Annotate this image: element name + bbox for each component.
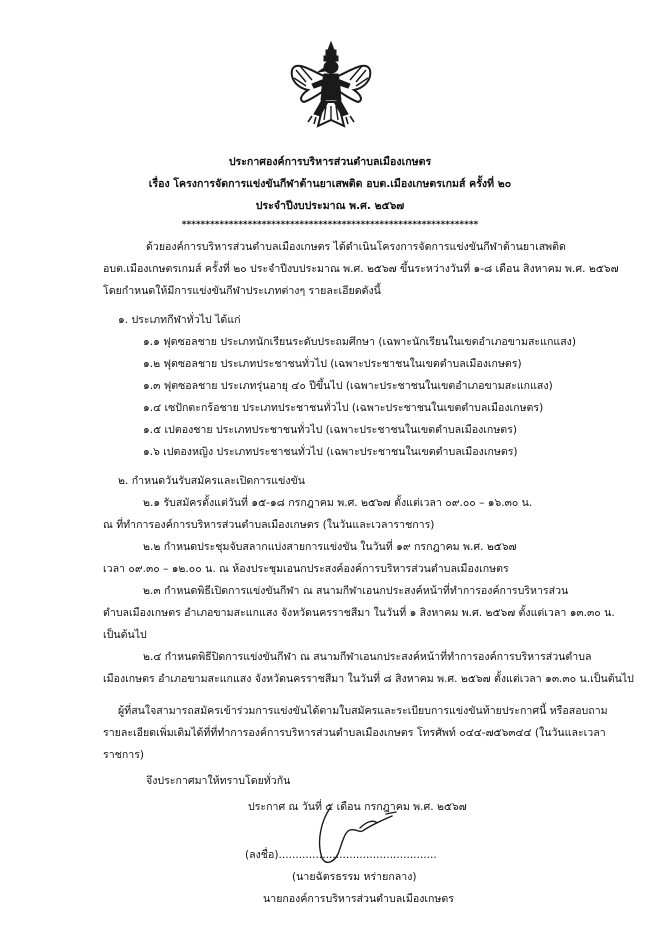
list-item: ๑.๒ ฟุตซอลชาย ประเภทประชาชนทั่วไป (เฉพาะประชาชนในเขตตำบลเมืองเกษตร) <box>143 358 522 370</box>
signer-name: (นายฉัตรธรรม หร่ายกลาง) <box>292 871 417 883</box>
announce-line: จึงประกาศมาให้ทราบโดยทั่วกัน <box>146 775 291 787</box>
para-2-1-line-1: ๒.๑ รับสมัครตั้งแต่วันที่ ๑๕-๑๘ กรกฎาคม พ.ศ. ๒๕๖๗ ตั้งแต่เวลา ๐๙.๐๐ – ๑๖.๓๐ น. <box>143 497 533 509</box>
para-2-3-line-2: ตำบลเมืองเกษตร อำเภอขามสะแกแสง จังหวัดนครราชสีมา ในวันที่ ๑ สิงหาคม พ.ศ. ๒๕๖๗ ตั้งแต่เวลา ๑๓.๓๐ น. <box>103 607 615 619</box>
title-line-3: ประจำปีงบประมาณ พ.ศ. ๒๕๖๗ <box>255 200 405 212</box>
divider-stars: *************************************************************** <box>181 220 479 230</box>
closing-line-2: รายละเอียดเพิ่มเติมได้ที่ที่ทำการองค์การบริหารส่วนตำบลเมืองเกษตร โทรศัพท์ ๐๔๔-๗๕๖๓๔๔ (ในวันและเวลา <box>103 727 606 739</box>
closing-line-3: ราชการ) <box>103 749 145 761</box>
list-item: ๑.๑ ฟุตซอลชาย ประเภทนักเรียนระดับประถมศึกษา (เฉพาะนักเรียนในเขตอำเภอขามสะแกแสง) <box>143 336 576 348</box>
list-item: ๑.๖ เปตองหญิง ประเภทประชาชนทั่วไป (เฉพาะประชาชนในเขตตำบลเมืองเกษตร) <box>143 446 518 458</box>
title-line-2: เรื่อง โครงการจัดการแข่งขันกีฬาต้านยาเสพติด อบต.เมืองเกษตรเกมส์ ครั้งที่ ๒๐ <box>148 178 512 190</box>
para-2-4-line-2: เมืองเกษตร อำเภอขามสะแกแสง จังหวัดนครราชสีมา ในวันที่ ๘ สิงหาคม พ.ศ. ๒๕๖๗ ตั้งแต่เวลา ๑๓.๓๐ น.เป็นต้นไป <box>103 673 634 685</box>
para-2-3-line-3: เป็นต้นไป <box>103 629 147 641</box>
para-2-1-line-2: ณ ที่ทำการองค์การบริหารส่วนตำบลเมืองเกษตร (ในวันและเวลาราชการ) <box>103 519 435 531</box>
section-1-heading: ๑. ประเภทกีฬาทั่วไป ได้แก่ <box>118 314 241 326</box>
section-2-heading: ๒. กำหนดวันรับสมัครและเปิดการแข่งขัน <box>118 475 306 487</box>
signer-position: นายกองค์การบริหารส่วนตำบลเมืองเกษตร <box>263 893 454 905</box>
intro-line-1: ด้วยองค์การบริหารส่วนตำบลเมืองเกษตร ได้ดำเนินโครงการจัดการแข่งขันกีฬาต้านยาเสพติด <box>146 241 566 253</box>
list-item: ๑.๕ เปตองชาย ประเภทประชาชนทั่วไป (เฉพาะประชาชนในเขตตำบลเมืองเกษตร) <box>143 424 517 436</box>
intro-line-3: โดยกำหนดให้มีการแข่งขันกีฬาประเภทต่างๆ รายละเอียดดังนี้ <box>103 285 381 297</box>
garuda-emblem-icon <box>288 40 374 140</box>
closing-line-1: ผู้ที่สนใจสามารถสมัครเข้าร่วมการแข่งขันได้ตามใบสมัครและระเบียบการแข่งขันท้ายประกาศนี้ หรือสอบถาม <box>118 705 608 717</box>
sign-line: (ลงชื่อ)............................................... <box>245 849 437 861</box>
list-item: ๑.๔ เซปักตะกร้อชาย ประเภทประชาชนทั่วไป (เฉพาะประชาชนในเขตตำบลเมืองเกษตร) <box>143 402 544 414</box>
para-2-3-line-1: ๒.๓ กำหนดพิธีเปิดการแข่งขันกีฬา ณ สนามกีฬาเอนกประสงค์หน้าที่ทำการองค์การบริหารส่วน <box>143 585 569 597</box>
para-2-2-line-1: ๒.๒ กำหนดประชุมจับสลากแบ่งสายการแข่งขัน ในวันที่ ๑๙ กรกฎาคม พ.ศ. ๒๕๖๗ <box>143 541 517 553</box>
title-line-1: ประกาศองค์การบริหารส่วนตำบลเมืองเกษตร <box>228 156 432 168</box>
list-item: ๑.๓ ฟุตซอลชาย ประเภทรุ่นอายุ ๔๐ ปีขึ้นไป (เฉพาะประชาชนในเขตอำเภอขามสะแกแสง) <box>143 380 553 392</box>
para-2-4-line-1: ๒.๔ กำหนดพิธีปิดการแข่งขันกีฬา ณ สนามกีฬาเอนกประสงค์หน้าที่ทำการองค์การบริหารส่วนตำบล <box>143 651 592 663</box>
para-2-2-line-2: เวลา ๐๙.๓๐ – ๑๒.๐๐ น. ณ ห้องประชุมเอนกประสงค์องค์การบริหารส่วนตำบลเมืองเกษตร <box>103 563 509 575</box>
intro-line-2: อบต.เมืองเกษตรเกมส์ ครั้งที่ ๒๐ ประจำปีงบประมาณ พ.ศ. ๒๕๖๗ ขึ้นระหว่างวันที่ ๑-๘ เดือน สิงหาคม พ.ศ. ๒๕๖๗ <box>103 263 619 275</box>
date-line: ประกาศ ณ วันที่ ๕ เดือน กรกฎาคม พ.ศ. ๒๕๖๗ <box>248 801 467 813</box>
